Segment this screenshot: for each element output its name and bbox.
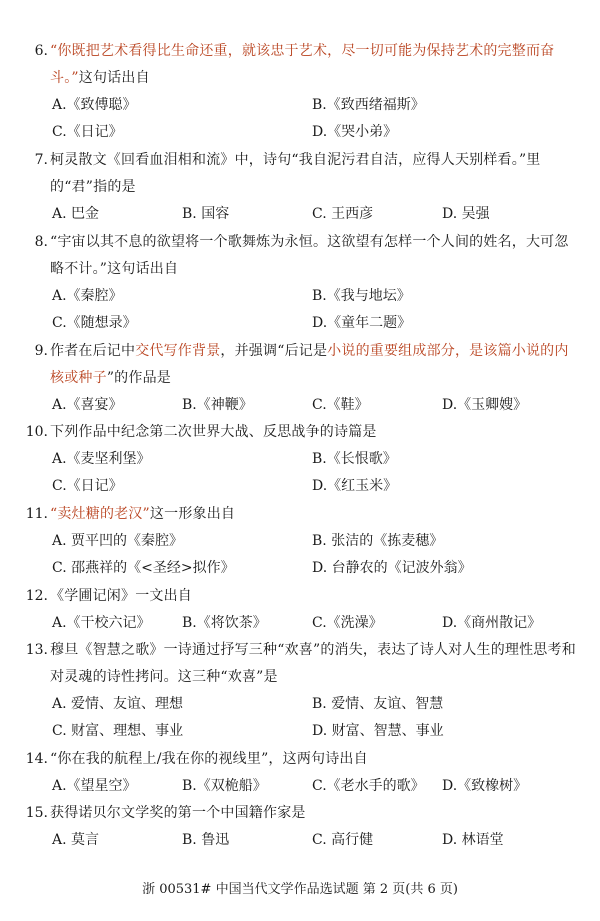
option-a: A.《喜宴》 xyxy=(52,397,123,413)
stem-text: 《学圃记闲》一文出自 xyxy=(50,588,192,604)
question-number: 13. xyxy=(25,642,48,658)
question-stem xyxy=(22,147,582,201)
options-row xyxy=(22,92,582,119)
option-c: C. 王西彦 xyxy=(312,206,374,222)
option-d: D.《致橡树》 xyxy=(442,778,528,794)
option-a: A. 爱情、友谊、理想 xyxy=(52,696,184,712)
options-row xyxy=(22,773,582,800)
question-9 xyxy=(22,338,582,419)
option-c: C.《随想录》 xyxy=(52,315,137,331)
question-stem xyxy=(22,338,582,392)
options-row xyxy=(22,528,582,555)
options-row xyxy=(22,310,582,337)
options-row xyxy=(22,119,582,146)
options-row xyxy=(22,827,582,854)
question-number: 14. xyxy=(25,751,48,767)
option-c: C. 邵燕祥的《<圣经>拟作》 xyxy=(52,560,235,576)
option-a: A.《麦坚利堡》 xyxy=(52,451,151,467)
option-a: A. 莫言 xyxy=(52,832,100,848)
question-15 xyxy=(22,800,582,854)
question-number: 11. xyxy=(25,506,48,522)
option-a: A. 贾平凹的《秦腔》 xyxy=(52,533,184,549)
stem-rest: 这一形象出自 xyxy=(149,506,236,522)
options-row xyxy=(22,446,582,473)
option-a: A.《秦腔》 xyxy=(52,288,123,304)
option-d: D. 吴强 xyxy=(442,206,490,222)
stem-text: 柯灵散文《回看血泪相和流》中，诗句“我自泥污君自洁，应得人天别样看。”里的“君”指的是 xyxy=(50,152,541,195)
question-number: 7. xyxy=(34,152,48,168)
option-d: D. 台静农的《记波外翁》 xyxy=(312,560,472,576)
option-b: B. 鲁迅 xyxy=(182,832,230,848)
option-c: C. 高行健 xyxy=(312,832,374,848)
question-8 xyxy=(22,229,582,337)
question-stem xyxy=(22,800,582,827)
option-d: D.《玉卿嫂》 xyxy=(442,397,528,413)
option-c: C.《鞋》 xyxy=(312,397,369,413)
option-a: A.《望星空》 xyxy=(52,778,137,794)
options-row xyxy=(22,392,582,419)
question-number: 8. xyxy=(34,234,48,250)
options-row xyxy=(22,283,582,310)
question-number: 6. xyxy=(34,43,48,59)
question-stem xyxy=(22,637,582,691)
page-footer: 浙 00531# 中国当代文学作品选试题 第 2 页(共 6 页) xyxy=(142,882,458,897)
option-b: B.《致西绪福斯》 xyxy=(312,97,425,113)
stem-highlight: 小说的重要组成部分，是该篇小说的内核或种子 xyxy=(50,343,569,386)
question-stem xyxy=(22,229,582,283)
question-stem xyxy=(22,501,582,528)
stem-text: 穆旦《智慧之歌》一诗通过抒写三种“欢喜”的消失，表达了诗人对人生的理性思考和对灵魂的诗性拷问。这三种“欢喜”是 xyxy=(50,642,576,685)
options-row xyxy=(22,201,582,228)
question-14 xyxy=(22,746,582,800)
stem-part: ，并强调“后记是 xyxy=(220,343,328,359)
question-10 xyxy=(22,419,582,500)
stem-text: 下列作品中纪念第二次世界大战、反思战争的诗篇是 xyxy=(50,424,377,440)
question-number: 12. xyxy=(25,588,48,604)
option-c: C.《老水手的歌》 xyxy=(312,778,425,794)
options-row xyxy=(22,473,582,500)
option-b: B.《长恨歌》 xyxy=(312,451,397,467)
question-12 xyxy=(22,583,582,637)
question-13 xyxy=(22,637,582,745)
option-c: C.《日记》 xyxy=(52,124,123,140)
option-d: D. 林语堂 xyxy=(442,832,504,848)
stem-highlight: “卖灶糖的老汉” xyxy=(50,506,150,522)
question-stem xyxy=(22,583,582,610)
question-7 xyxy=(22,147,582,228)
option-b: B. 国容 xyxy=(182,206,230,222)
option-d: D. 财富、智慧、事业 xyxy=(312,723,444,739)
options-row xyxy=(22,718,582,745)
stem-highlight: “你既把艺术看得比生命还重，就该忠于艺术，尽一切可能为保持艺术的完整而奋斗。” xyxy=(50,43,555,86)
question-number: 10. xyxy=(25,424,48,440)
stem-text: “宇宙以其不息的欲望将一个歌舞炼为永恒。这欲望有怎样一个人间的姓名，大可忽略不计。”这句话出自 xyxy=(50,234,569,277)
stem-rest: 这句话出自 xyxy=(78,70,150,86)
question-6 xyxy=(22,38,582,146)
option-c: C.《洗澡》 xyxy=(312,615,383,631)
question-stem xyxy=(22,38,582,92)
option-d: D.《童年二题》 xyxy=(312,315,412,331)
question-stem xyxy=(22,746,582,773)
stem-text: “你在我的航程上/我在你的视线里”，这两句诗出自 xyxy=(50,751,368,767)
option-b: B.《我与地坛》 xyxy=(312,288,411,304)
question-number: 9. xyxy=(34,343,48,359)
options-row xyxy=(22,555,582,582)
option-b: B. 张洁的《拣麦穗》 xyxy=(312,533,444,549)
option-c: C. 财富、理想、事业 xyxy=(52,723,184,739)
option-c: C.《日记》 xyxy=(52,478,123,494)
option-b: B.《将饮茶》 xyxy=(182,615,267,631)
option-b: B.《神鞭》 xyxy=(182,397,253,413)
option-d: D.《红玉米》 xyxy=(312,478,398,494)
stem-part: ”的作品是 xyxy=(106,370,171,386)
option-d: D.《哭小弟》 xyxy=(312,124,398,140)
question-11 xyxy=(22,501,582,582)
option-b: B.《双桅船》 xyxy=(182,778,267,794)
stem-part: 作者在后记中 xyxy=(50,343,136,359)
options-row xyxy=(22,610,582,637)
option-a: A.《致傅聪》 xyxy=(52,97,137,113)
stem-text: 获得诺贝尔文学奖的第一个中国籍作家是 xyxy=(50,805,306,821)
question-stem xyxy=(22,419,582,446)
option-b: B. 爱情、友谊、智慧 xyxy=(312,696,444,712)
option-a: A.《干校六记》 xyxy=(52,615,151,631)
option-a: A. 巴金 xyxy=(52,206,100,222)
option-d: D.《商州散记》 xyxy=(442,615,542,631)
stem-highlight: 交代写作背景 xyxy=(135,343,221,359)
options-row xyxy=(22,691,582,718)
question-number: 15. xyxy=(25,805,48,821)
